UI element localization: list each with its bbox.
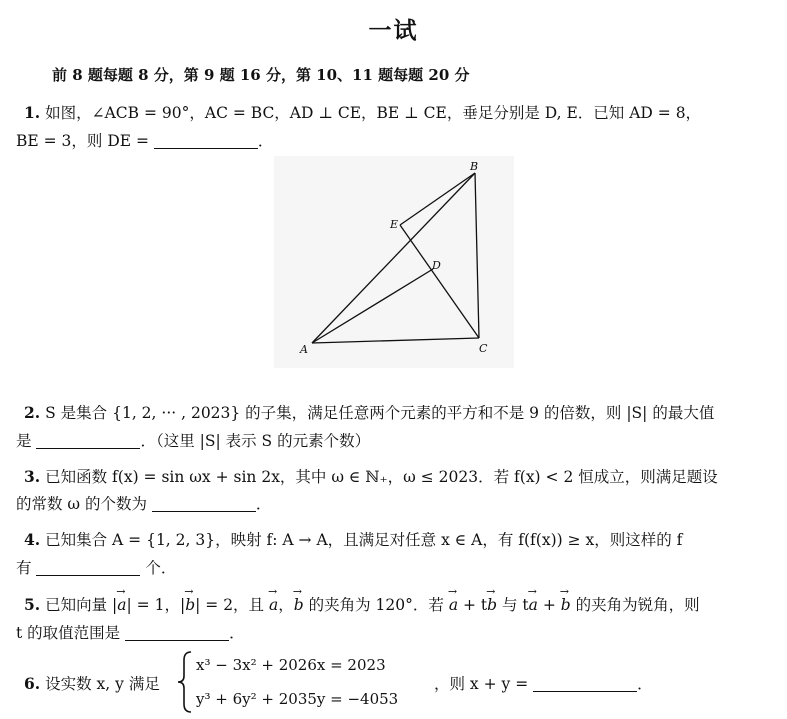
vector-a: → a <box>269 596 278 614</box>
vector-b: → b <box>185 596 195 614</box>
vector-b: → b <box>294 596 304 614</box>
q6-text-end: ． <box>637 675 653 693</box>
q5-line1 <box>24 593 700 615</box>
q6-number: 6. <box>24 674 41 693</box>
q6-result-line <box>434 672 653 694</box>
equation-2: y³ + 6y² + 2035y = −4053 <box>196 690 399 708</box>
q4-text-end: 个． <box>140 559 177 577</box>
q3-number: 3. <box>24 467 41 486</box>
q2-text-cont: 是 <box>16 432 37 450</box>
q5-text-cont: t 的取值范围是 <box>16 624 126 642</box>
label-c: C <box>479 342 488 355</box>
q5-line2 <box>16 621 245 643</box>
segment-be <box>400 173 475 225</box>
equation-1: x³ − 3x² + 2026x = 2023 <box>196 656 386 674</box>
page-title: 一试 <box>368 17 419 44</box>
q3-text-end: ． <box>255 495 272 513</box>
vector-a: → a <box>529 596 538 614</box>
vector-b: → b <box>561 596 571 614</box>
q1-text-end: ． <box>257 132 274 150</box>
label-b: B <box>470 160 479 173</box>
q5-text-6: + t <box>458 596 488 614</box>
q1-number: 1. <box>24 103 41 122</box>
vector-a: → a <box>449 596 458 614</box>
q1-text-cont: BE = 3，则 DE = <box>16 132 154 150</box>
geometry-figure <box>274 156 514 368</box>
q5-text-8: + <box>537 596 561 614</box>
q5-text-1: 已知向量 | <box>45 596 118 614</box>
segment-cb <box>475 173 479 338</box>
vector-b: → b <box>487 596 497 614</box>
label-a: A <box>300 343 308 356</box>
label-d: D <box>432 259 441 272</box>
q3-line2 <box>16 492 271 514</box>
q2-text-end: ．（这里 |S| 表示 S 的元素个数） <box>140 432 371 450</box>
q2-text: S 是集合 {1, 2, ··· , 2023} 的子集，满足任意两个元素的平方和不是 9 的倍数，则 |S| 的最大值 <box>45 404 715 422</box>
q1-line2 <box>16 129 273 151</box>
q5-text-9: 的夹角为锐角，则 <box>570 596 700 614</box>
q4-answer-blank[interactable] <box>36 561 140 576</box>
segment-ab <box>312 173 475 343</box>
q4-line1 <box>24 528 682 550</box>
q6-answer-blank[interactable] <box>533 677 637 692</box>
q3-line1 <box>24 465 718 487</box>
q6-text: 设实数 x, y 满足 <box>45 675 160 693</box>
q4-text: 已知集合 A = {1, 2, 3}，映射 f: A → A，且满足对任意 x ∈ A，有 f(f(x)) ≥ x，则这样的 f <box>45 531 683 549</box>
q4-text-cont: 有 <box>16 559 37 577</box>
q5-text-2: | = 1，| <box>126 596 186 614</box>
q2-number: 2. <box>24 403 41 422</box>
q3-answer-blank[interactable] <box>152 497 256 512</box>
equation-system-brace <box>176 650 194 718</box>
label-e: E <box>390 218 399 231</box>
vector-a: → a <box>117 596 126 614</box>
q1-answer-blank[interactable] <box>154 134 258 149</box>
q2-line2 <box>16 429 370 451</box>
q5-answer-blank[interactable] <box>125 626 229 641</box>
q1-text: 如图，∠ACB = 90°，AC = BC，AD ⊥ CE，BE ⊥ CE，垂足分别是 D, E．已知 AD = 8， <box>45 104 702 122</box>
q3-text: 已知函数 f(x) = sin ωx + sin 2x，其中 ω ∈ ℕ₊，ω ≤ 2023．若 f(x) < 2 恒成立，则满足题设 <box>45 468 718 486</box>
q2-line1 <box>24 401 714 423</box>
q2-answer-blank[interactable] <box>36 434 140 449</box>
q1-line1 <box>24 101 701 123</box>
q5-number: 5. <box>24 595 41 614</box>
q3-text-cont: 的常数 ω 的个数为 <box>16 495 152 513</box>
triangle-diagram <box>274 156 514 368</box>
q6-line <box>24 672 160 694</box>
q4-line2 <box>16 556 176 578</box>
q6-text-cont: ，则 x + y = <box>434 675 534 693</box>
scoring-rule: 前 8 题每题 8 分，第 9 题 16 分，第 10、11 题每题 20 分 <box>52 66 470 84</box>
q5-text-end: ． <box>229 624 245 642</box>
q5-text-4: ， <box>278 596 294 614</box>
q5-text-7: 与 t <box>497 596 529 614</box>
segment-ac <box>312 338 479 343</box>
q5-text-3: | = 2，且 <box>195 596 269 614</box>
q5-text-5: 的夹角为 120°．若 <box>303 596 449 614</box>
q4-number: 4. <box>24 530 41 549</box>
